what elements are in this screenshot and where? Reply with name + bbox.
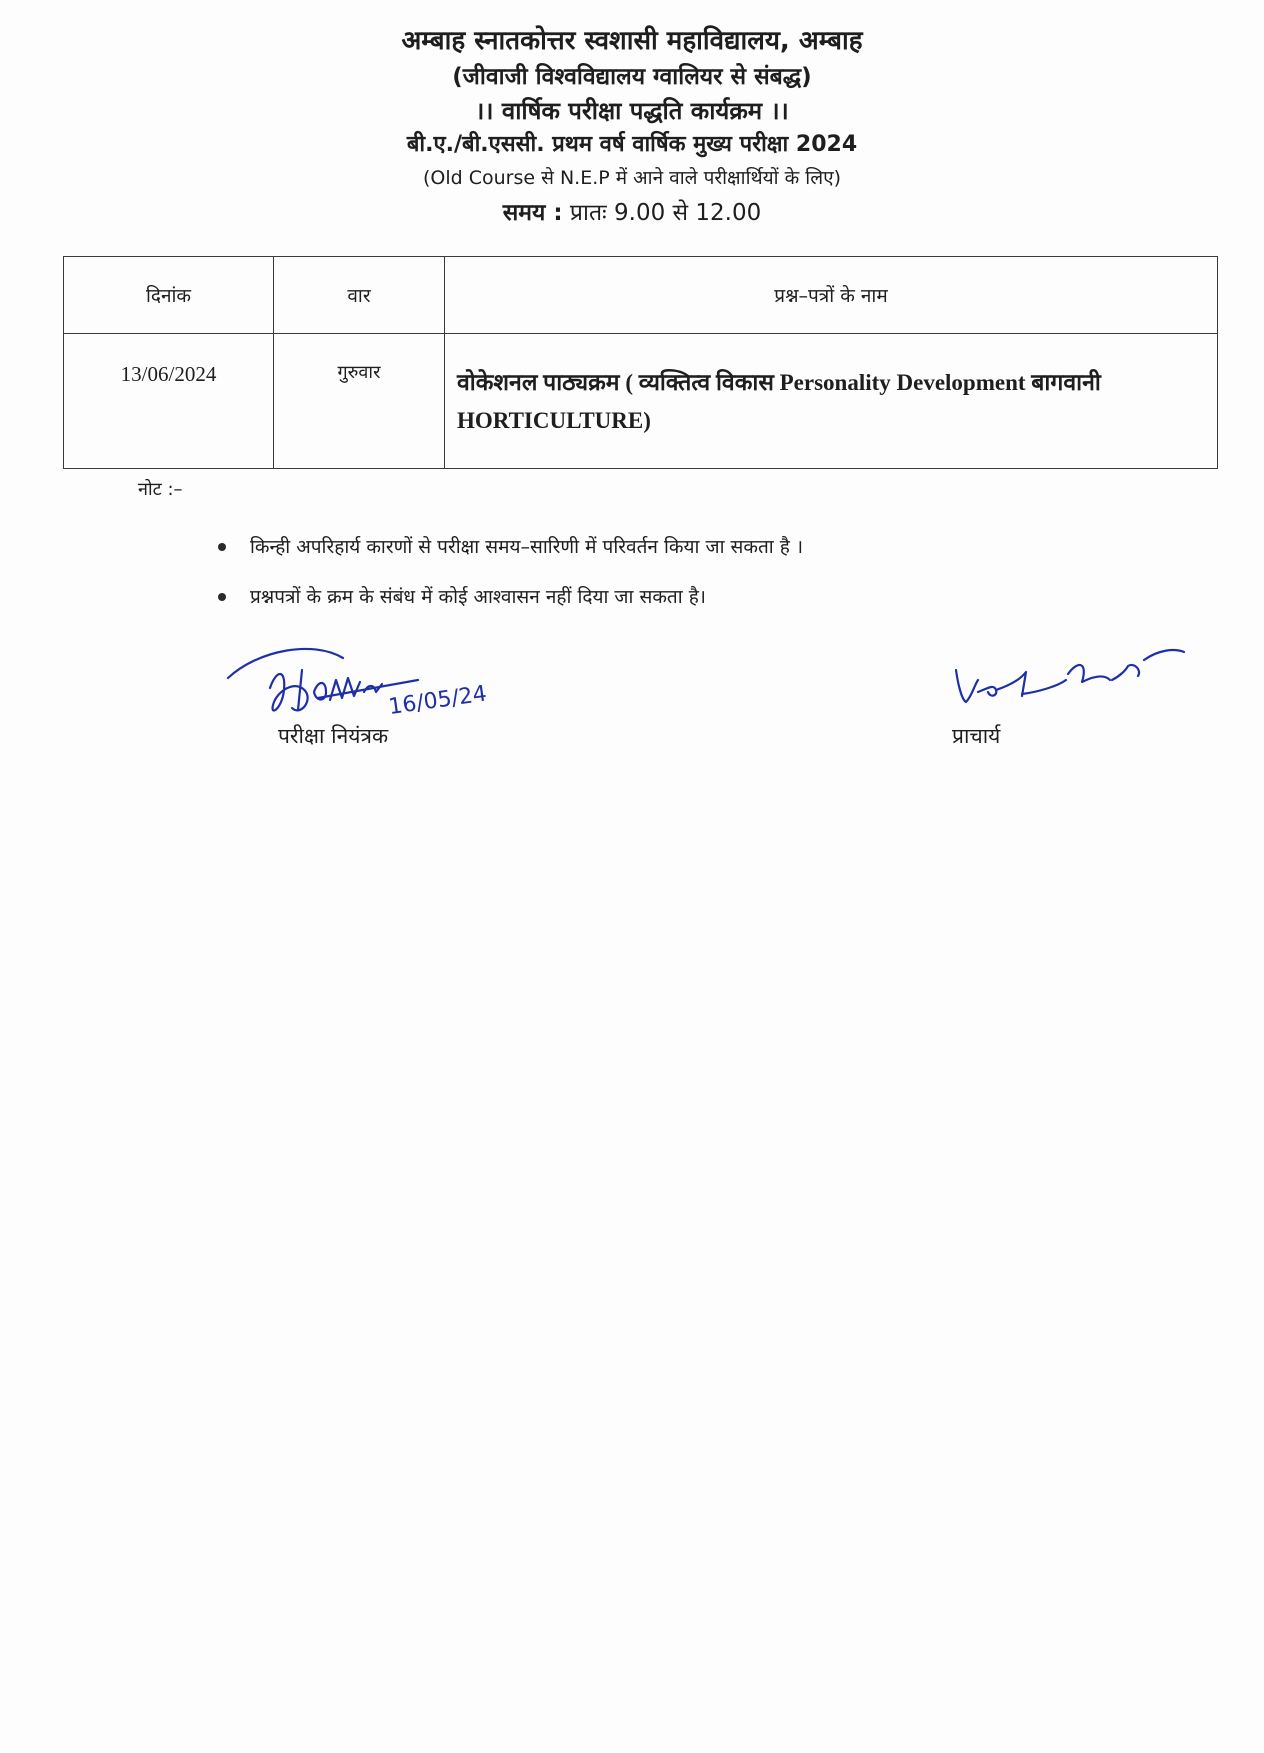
document-header	[0, 22, 1264, 232]
principal-label: प्राचार्य	[952, 724, 1001, 748]
program-title: ।। वार्षिक परीक्षा पद्धति कार्यक्रम ।।	[475, 97, 789, 125]
time-value: प्रातः 9.00 से 12.00	[569, 200, 762, 226]
time-label: समय :	[502, 200, 563, 226]
exam-title: बी.ए./बी.एससी. प्रथम वर्ष वार्षिक मुख्य परीक्षा 2024	[406, 132, 858, 157]
signature-date: 16/05/24	[387, 681, 489, 721]
cell-date: 13/06/2024	[64, 334, 274, 469]
college-name: अम्बाह स्नातकोत्तर स्वशासी महाविद्यालय, अम्बाह	[401, 26, 863, 56]
principal-signature-image	[948, 640, 1188, 720]
table-header-row	[64, 257, 1218, 334]
exam-controller-label: परीक्षा नियंत्रक	[278, 724, 389, 748]
list-item: प्रश्नपत्रों के क्रम के संबंध में कोई आश्वासन नहीं दिया जा सकता है।	[210, 572, 803, 622]
university-affiliation: (जीवाजी विश्वविद्यालय ग्वालियर से संबद्ध)	[452, 64, 812, 90]
note-label: नोट :–	[138, 479, 183, 500]
controller-signature-image	[218, 640, 518, 735]
table-row	[64, 334, 1218, 469]
exam-time	[0, 194, 1264, 232]
header-date: दिनांक	[64, 257, 274, 334]
exam-schedule-table	[63, 256, 1218, 469]
cell-day: गुरुवार	[274, 334, 445, 469]
header-paper: प्रश्न–पत्रों के नाम	[445, 257, 1218, 334]
cell-paper: वोकेशनल पाठ्यक्रम ( व्यक्तित्व विकास Personality Development बागवानी HORTICULTURE)	[445, 334, 1218, 469]
notes-list	[210, 522, 803, 622]
list-item: किन्ही अपरिहार्य कारणों से परीक्षा समय–सारिणी में परिवर्तन किया जा सकता है ।	[210, 522, 803, 572]
exam-subtitle: (Old Course से N.E.P में आने वाले परीक्षार्थियों के लिए)	[422, 167, 842, 189]
header-day: वार	[274, 257, 445, 334]
